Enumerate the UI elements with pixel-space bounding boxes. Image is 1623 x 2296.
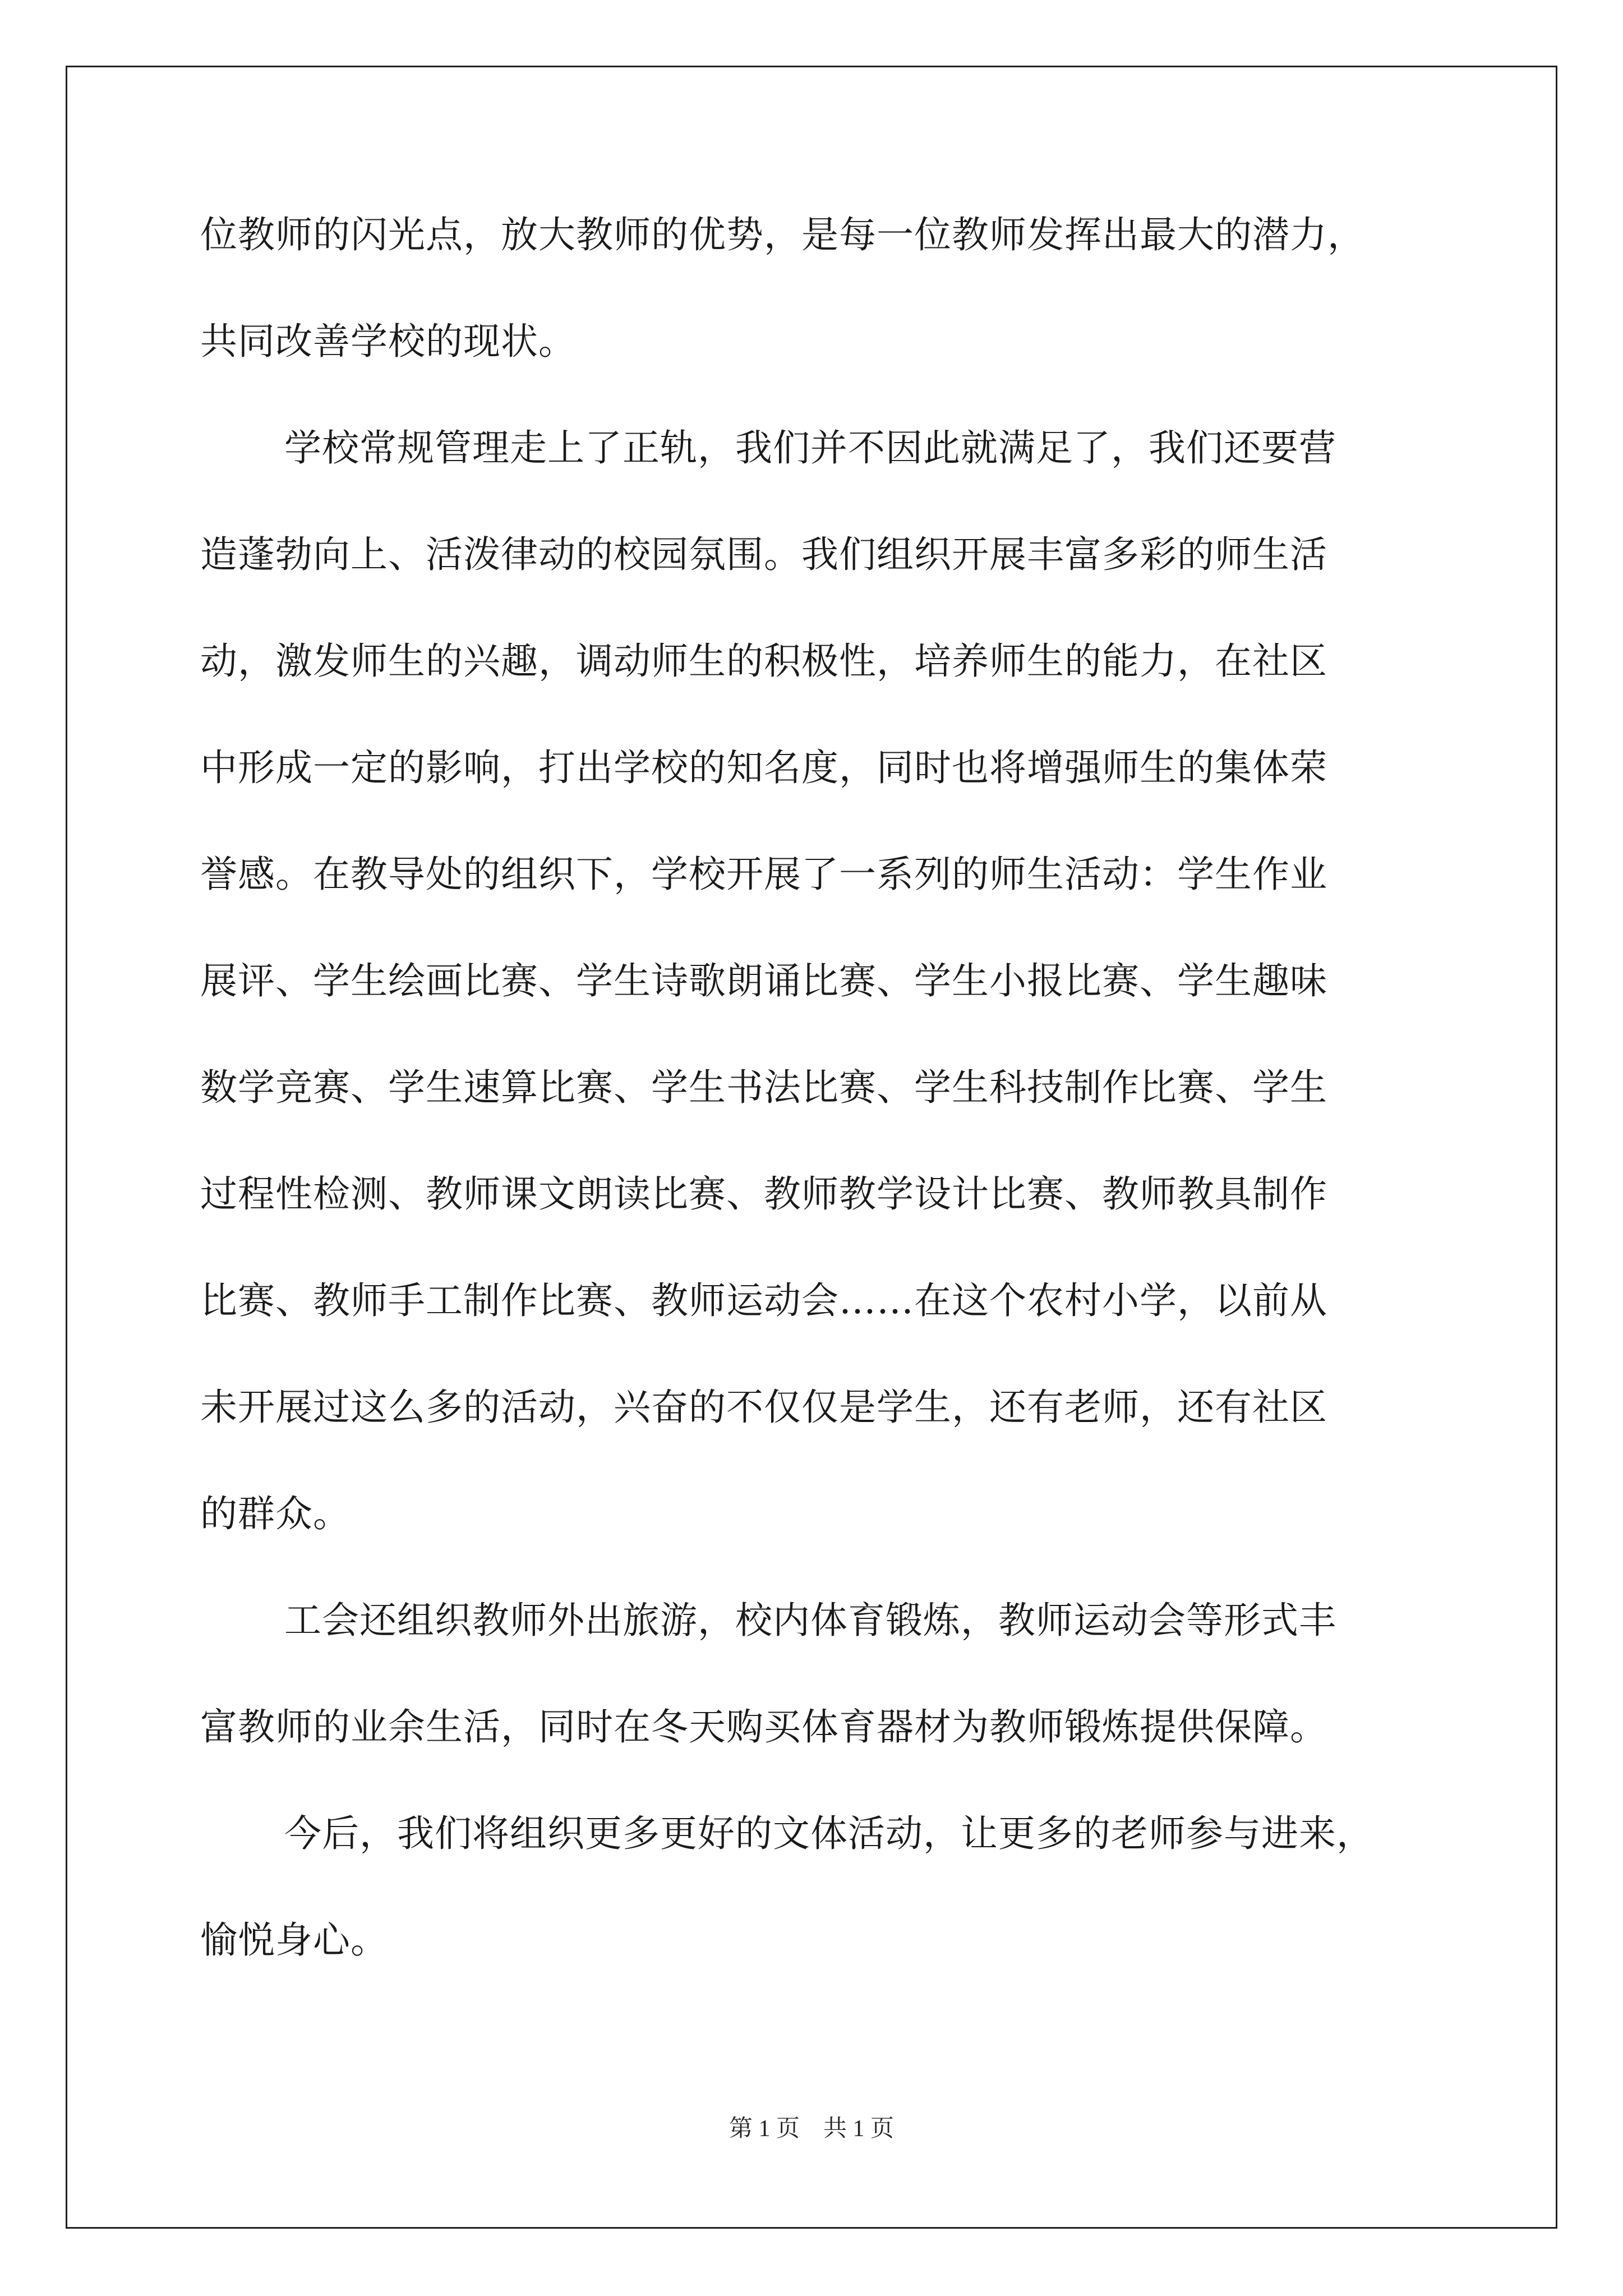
text-line: 未开展过这么多的活动，兴奋的不仅仅是学生，还有老师，还有社区 — [200, 1386, 1327, 1429]
text-line: 共同改善学校的现状。 — [200, 320, 576, 363]
text-line: 过程性检测、教师课文朗读比赛、教师教学设计比赛、教师教具制作 — [200, 1172, 1327, 1216]
text-line: 的群众。 — [200, 1492, 351, 1535]
text-line: 位教师的闪光点，放大教师的优势，是每一位教师发挥出最大的潜力， — [200, 213, 1365, 256]
page-border — [66, 66, 1557, 2229]
text-line: 造蓬勃向上、活泼律动的校园氛围。我们组织开展丰富多彩的师生活 — [200, 533, 1327, 576]
text-line: 富教师的业余生活，同时在冬天购买体育器材为教师锻炼提供保障。 — [200, 1705, 1327, 1749]
text-line: 展评、学生绘画比赛、学生诗歌朗诵比赛、学生小报比赛、学生趣味 — [200, 959, 1327, 1002]
text-line: 动，激发师生的兴趣，调动师生的积极性，培养师生的能力，在社区 — [200, 639, 1327, 683]
text-line: 中形成一定的影响，打出学校的知名度，同时也将增强师生的集体荣 — [200, 746, 1327, 789]
text-line: 誉感。在教导处的组织下，学校开展了一系列的师生活动：学生作业 — [200, 853, 1327, 896]
paragraph-start-line: 工会还组织教师外出旅游，校内体育锻炼，教师运动会等形式丰 — [284, 1599, 1336, 1642]
paragraph-start-line: 今后，我们将组织更多更好的文体活动，让更多的老师参与进来， — [284, 1812, 1374, 1855]
page-number-footer: 第 1 页 共 1 页 — [728, 2116, 894, 2142]
text-line: 愉悦身心。 — [200, 1918, 388, 1962]
text-line: 比赛、教师手工制作比赛、教师运动会……在这个农村小学，以前从 — [200, 1279, 1327, 1322]
text-line: 数学竞赛、学生速算比赛、学生书法比赛、学生科技制作比赛、学生 — [200, 1066, 1327, 1109]
paragraph-start-line: 学校常规管理走上了正轨，我们并不因此就满足了，我们还要营 — [284, 426, 1336, 470]
